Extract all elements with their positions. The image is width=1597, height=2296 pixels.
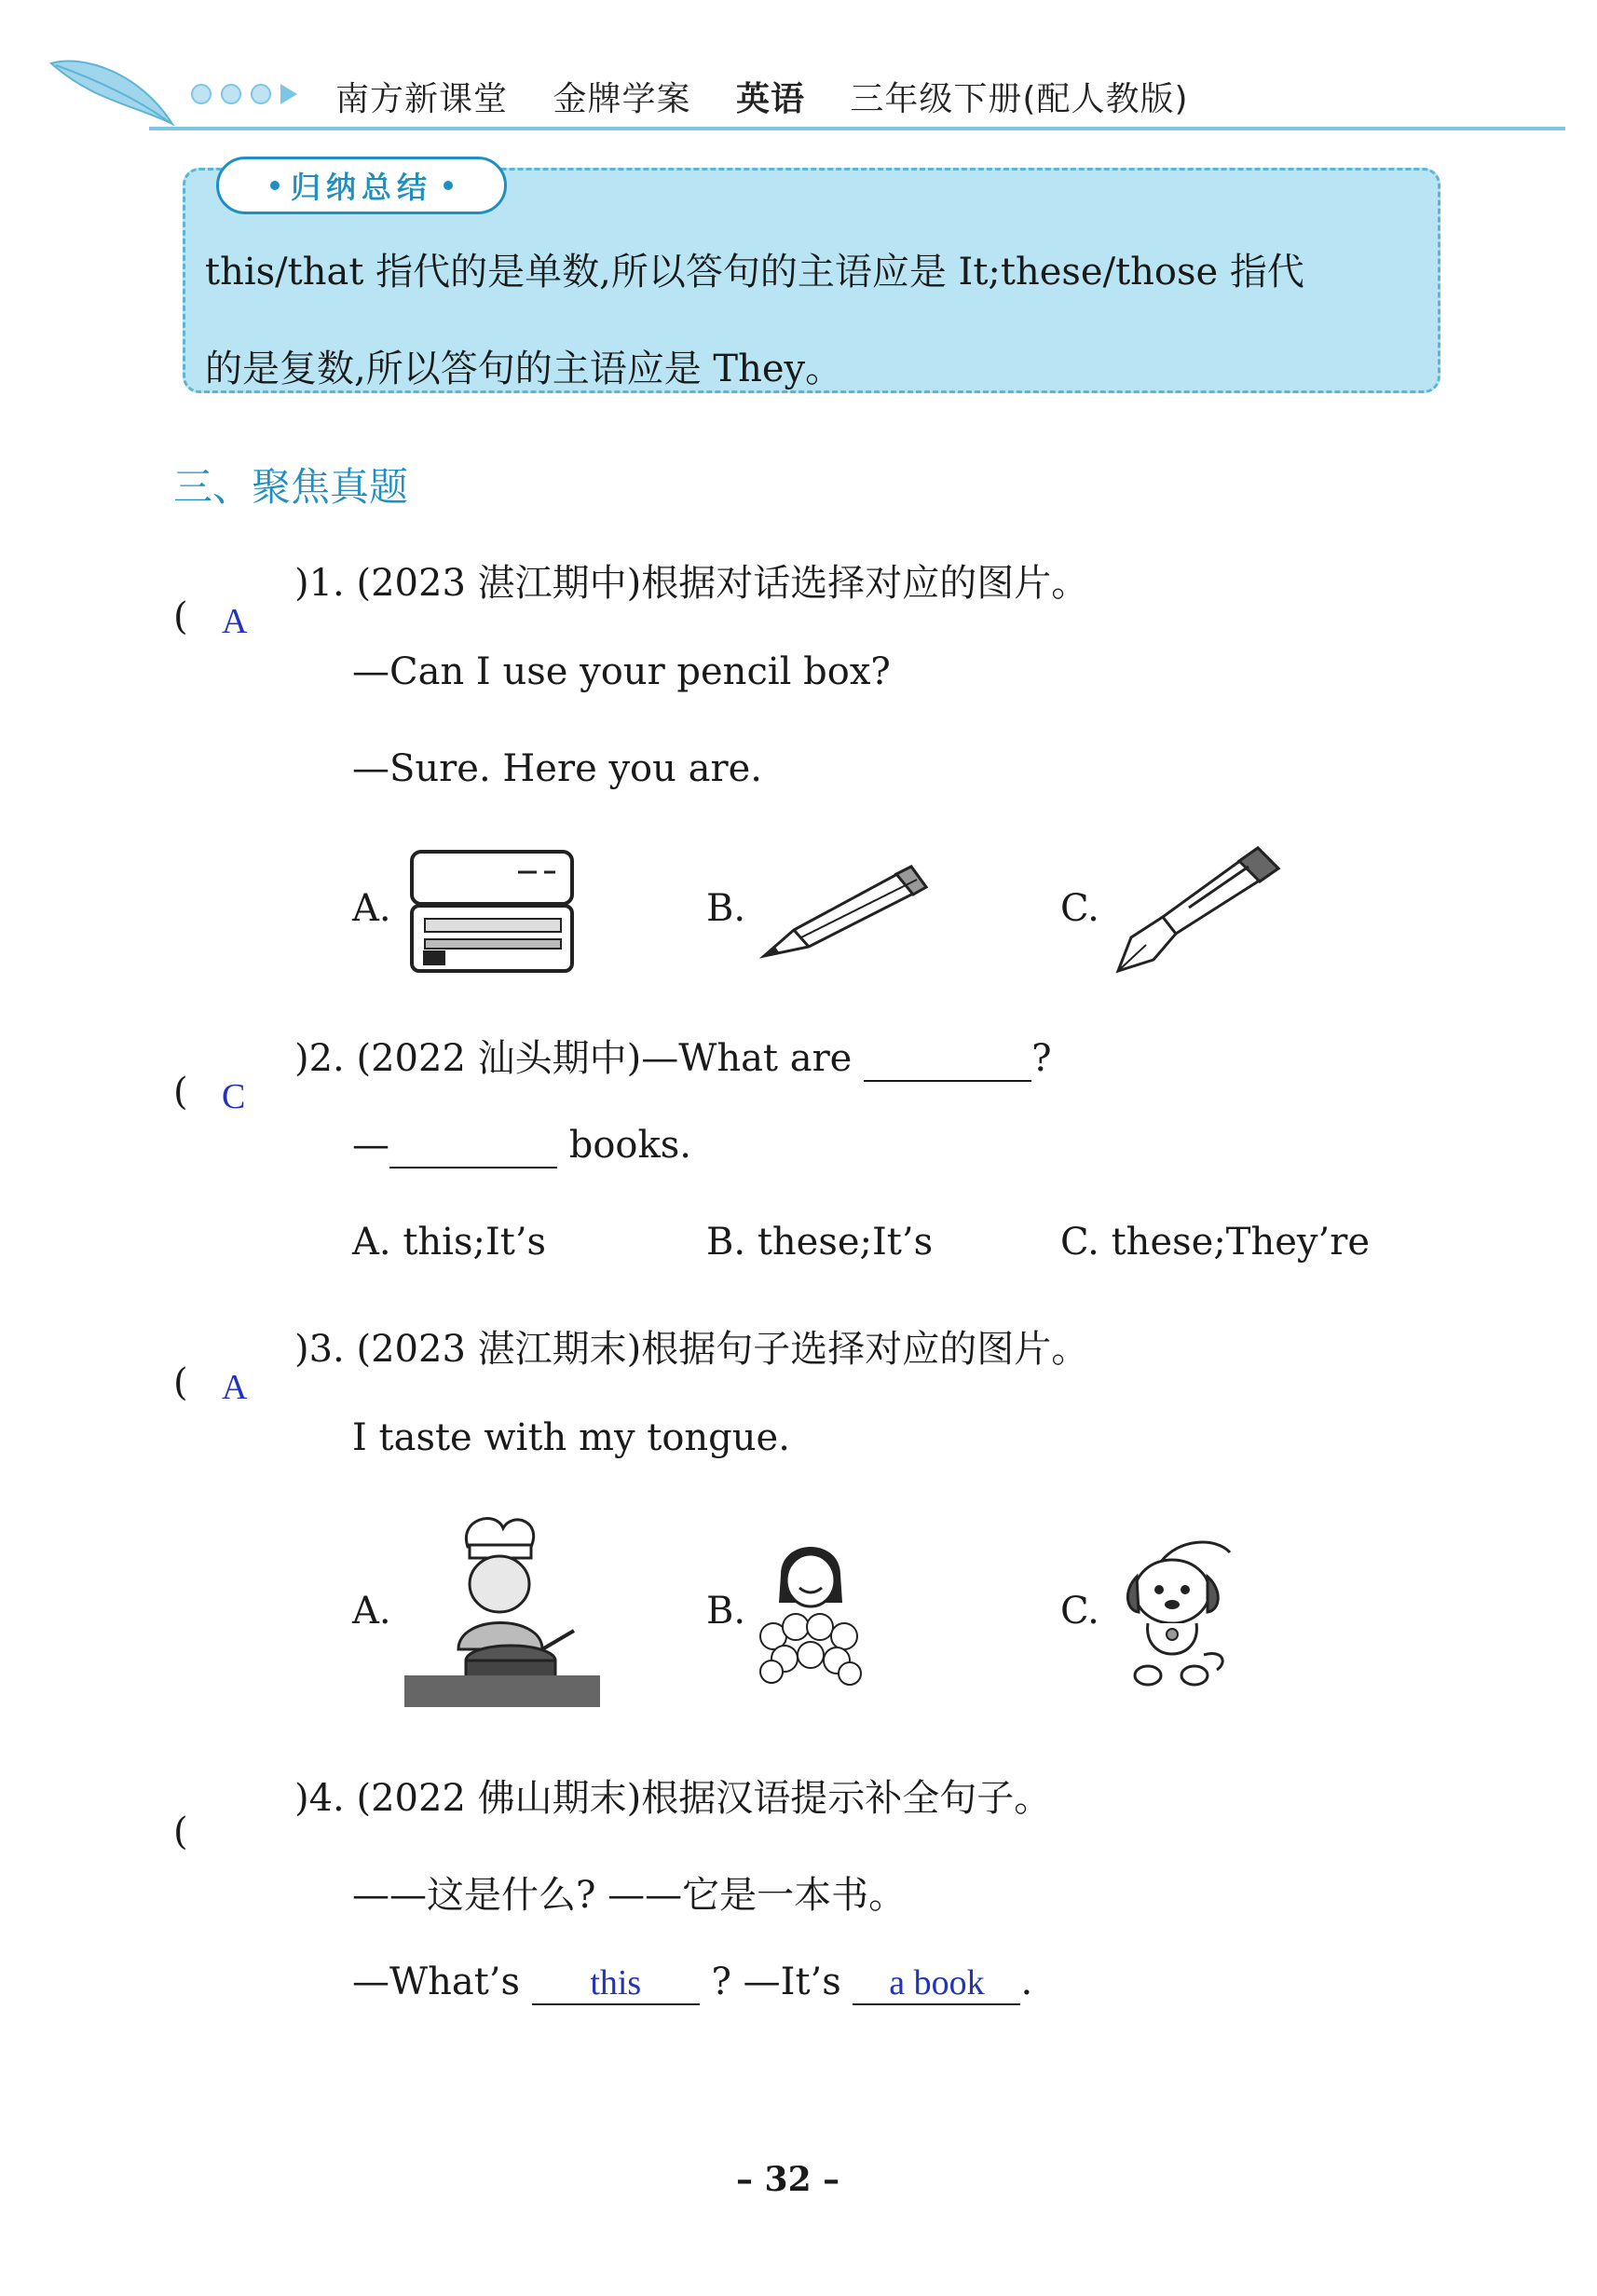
question-1-answer: A	[222, 602, 248, 641]
fountain-pen-icon	[1109, 840, 1286, 978]
girl-flowers-icon	[753, 1528, 868, 1687]
header-book: 金牌学案	[553, 80, 691, 118]
question-2-stem: ( C )2. (2022 汕头期中)—What are ?	[173, 1037, 1052, 1116]
question-1-line-1: —Can I use your pencil box?	[352, 650, 891, 693]
summary-line-1: this/that 指代的是单数,所以答句的主语应是 It;these/those 指代	[205, 251, 1304, 294]
summary-tag	[216, 157, 507, 214]
question-1-stem: ( A )1. (2023 湛江期中)根据对话选择对应的图片。	[173, 562, 1089, 641]
question-4-english-line: —What’s this ? —It’s a book .	[352, 1961, 1033, 2003]
summary-line-2: 的是复数,所以答句的主语应是 They。	[205, 348, 843, 390]
question-3-option-c: C.	[1060, 1590, 1099, 1633]
question-2-option-a: A. this;It’s	[352, 1221, 547, 1264]
header-series: 南方新课堂	[335, 80, 509, 118]
header-dots	[191, 84, 297, 104]
question-4-blank-2[interactable]	[853, 1961, 1020, 2005]
page-number: – 32 –	[736, 2160, 840, 2199]
feather-icon	[47, 54, 177, 129]
question-4-fill-1: this	[590, 1963, 642, 2002]
question-3-line: I taste with my tongue.	[352, 1416, 790, 1459]
question-4-fill-2: a book	[889, 1963, 985, 2002]
question-3-stem: ( A )3. (2023 湛江期末)根据句子选择对应的图片。	[173, 1328, 1089, 1407]
header-grade: 三年级下册(配人教版)	[850, 80, 1189, 118]
summary-text	[205, 224, 1435, 417]
question-2-line: — books.	[352, 1124, 691, 1167]
pencil-box-icon	[406, 848, 578, 978]
page-header	[37, 47, 1565, 140]
question-1-line-2: —Sure. Here you are.	[352, 747, 762, 790]
question-4-chinese-hint: ——这是什么? ——它是一本书。	[352, 1874, 907, 1917]
question-3-option-a: A.	[352, 1590, 391, 1633]
puppy-icon	[1114, 1534, 1235, 1692]
question-2-option-b: B. these;It’s	[706, 1221, 934, 1264]
section-title: 三、聚焦真题	[173, 464, 409, 510]
question-2-blank-1[interactable]	[864, 1037, 1031, 1082]
header-subject: 英语	[735, 80, 805, 118]
question-4-blank-1[interactable]	[532, 1961, 700, 2005]
question-2-option-c: C. these;They’re	[1060, 1221, 1371, 1264]
question-2-answer: C	[222, 1077, 246, 1116]
question-1-option-a: A.	[352, 887, 391, 930]
question-4-stem: ( )4. (2022 佛山期末)根据汉语提示补全句子。	[173, 1777, 1052, 1853]
question-2-blank-2[interactable]	[389, 1124, 557, 1168]
question-1-option-b: B.	[706, 887, 746, 930]
header-title	[335, 73, 1189, 120]
question-3-answer: A	[222, 1368, 248, 1407]
header-divider	[149, 127, 1565, 130]
question-1-option-c: C.	[1060, 887, 1099, 930]
question-3-option-b: B.	[706, 1590, 746, 1633]
chef-tasting-icon	[403, 1510, 602, 1711]
pencil-icon	[757, 859, 934, 964]
summary-tag-label: 归纳总结	[290, 170, 432, 205]
